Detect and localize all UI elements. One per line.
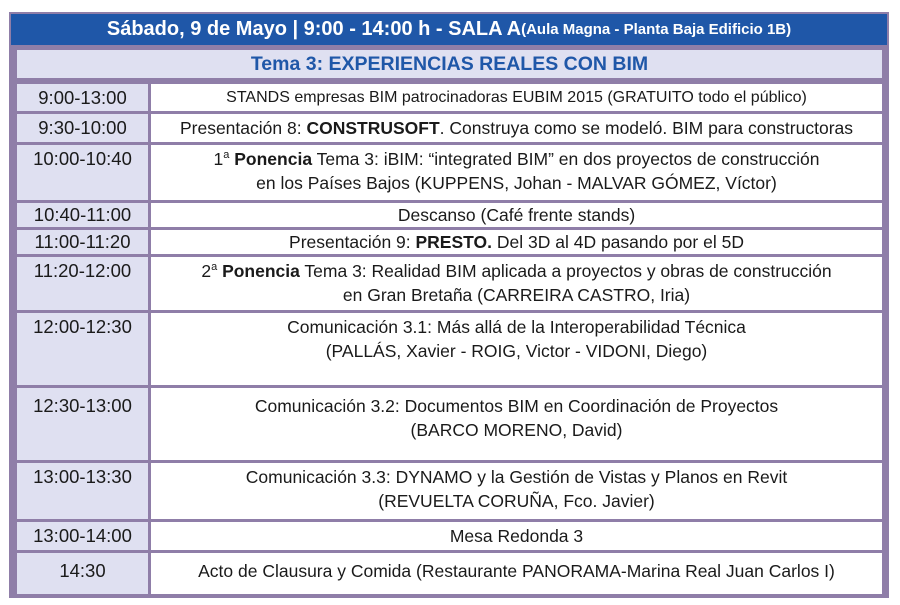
- theme-title: Tema 3: EXPERIENCIAS REALES CON BIM: [17, 50, 882, 78]
- event-text: 2$^a$ Ponencia Tema 3: Realidad BIM aplicada a proyectos y obras de construcción: [201, 261, 832, 281]
- time-label: 10:00-10:40: [33, 148, 132, 169]
- time-label: 12:30-13:00: [33, 395, 132, 416]
- time-label: 9:00-13:00: [38, 87, 127, 108]
- row-time: [17, 257, 148, 310]
- session-header-location: (Aula Magna - Planta Baja Edificio 1B): [521, 21, 792, 38]
- session-header: [9, 12, 889, 47]
- time-label: 10:40-11:00: [33, 204, 132, 225]
- row-time: [17, 203, 148, 227]
- time-label: 11:00-11:20: [34, 231, 131, 252]
- event-text-line2: (BARCO MORENO, David): [410, 420, 623, 440]
- event-text: Presentación 9: PRESTO. Del 3D al 4D pasando por el 5D: [289, 232, 744, 252]
- time-label: 9:30-10:00: [38, 117, 127, 138]
- row-event: [151, 203, 882, 227]
- row-event: [151, 313, 882, 385]
- row-time: [17, 230, 148, 254]
- row-event: [151, 84, 882, 111]
- row-time: [17, 114, 148, 142]
- row-event: [151, 388, 882, 460]
- row-time: [17, 388, 148, 460]
- event-text: Comunicación 3.3: DYNAMO y la Gestión de Vistas y Planos en Revit: [245, 467, 788, 487]
- row-time: [17, 313, 148, 385]
- event-text: 1$^a$ Ponencia Tema 3: iBIM: “integrated BIM” en dos proyectos de construcción: [213, 149, 820, 169]
- time-label: 13:00-14:00: [33, 525, 132, 546]
- event-text-line2: en Gran Bretaña (CARREIRA CASTRO, Iria): [342, 285, 691, 305]
- event-text-line2: en los Países Bajos (KUPPENS, Johan - MALVAR GÓMEZ, Víctor): [256, 173, 777, 193]
- row-event: [151, 553, 882, 594]
- event-text: Comunicación 3.2: Documentos BIM en Coordinación de Proyectos: [254, 396, 779, 416]
- row-time: [17, 522, 148, 550]
- row-event: [151, 230, 882, 254]
- row-time: [17, 145, 148, 200]
- event-text: Acto de Clausura y Comida (Restaurante PANORAMA-Marina Real Juan Carlos I): [198, 561, 835, 581]
- row-time: [17, 84, 148, 111]
- row-event: [151, 114, 882, 142]
- session-header-title: Sábado, 9 de Mayo | 9:00 - 14:00 h - SALA A: [106, 18, 522, 40]
- event-text: Mesa Redonda 3: [449, 526, 584, 546]
- row-event: [151, 257, 882, 310]
- event-text: Descanso (Café frente stands): [397, 205, 636, 225]
- event-text-line2: (PALLÁS, Xavier - ROIG, Victor - VIDONI, Diego): [325, 341, 708, 361]
- event-text-line2: (REVUELTA CORUÑA, Fco. Javier): [378, 491, 655, 511]
- row-time: [17, 463, 148, 519]
- event-text: Presentación 8: CONSTRUSOFT. Construya como se modeló. BIM para constructoras: [179, 118, 854, 138]
- row-time: [17, 553, 148, 594]
- event-text: STANDS empresas BIM patrocinadoras EUBIM 2015 (GRATUITO todo el público): [226, 89, 807, 106]
- row-event: [151, 522, 882, 550]
- event-text: Comunicación 3.1: Más allá de la Interoperabilidad Técnica: [287, 317, 746, 337]
- time-label: 12:00-12:30: [33, 316, 132, 337]
- company-name: PRESTO.: [415, 232, 493, 252]
- time-label: 14:30: [59, 560, 106, 581]
- row-event: [151, 463, 882, 519]
- row-event: [151, 145, 882, 200]
- time-label: 13:00-13:30: [33, 466, 132, 487]
- time-label: 11:20-12:00: [33, 260, 132, 281]
- company-name: CONSTRUSOFT: [306, 118, 440, 138]
